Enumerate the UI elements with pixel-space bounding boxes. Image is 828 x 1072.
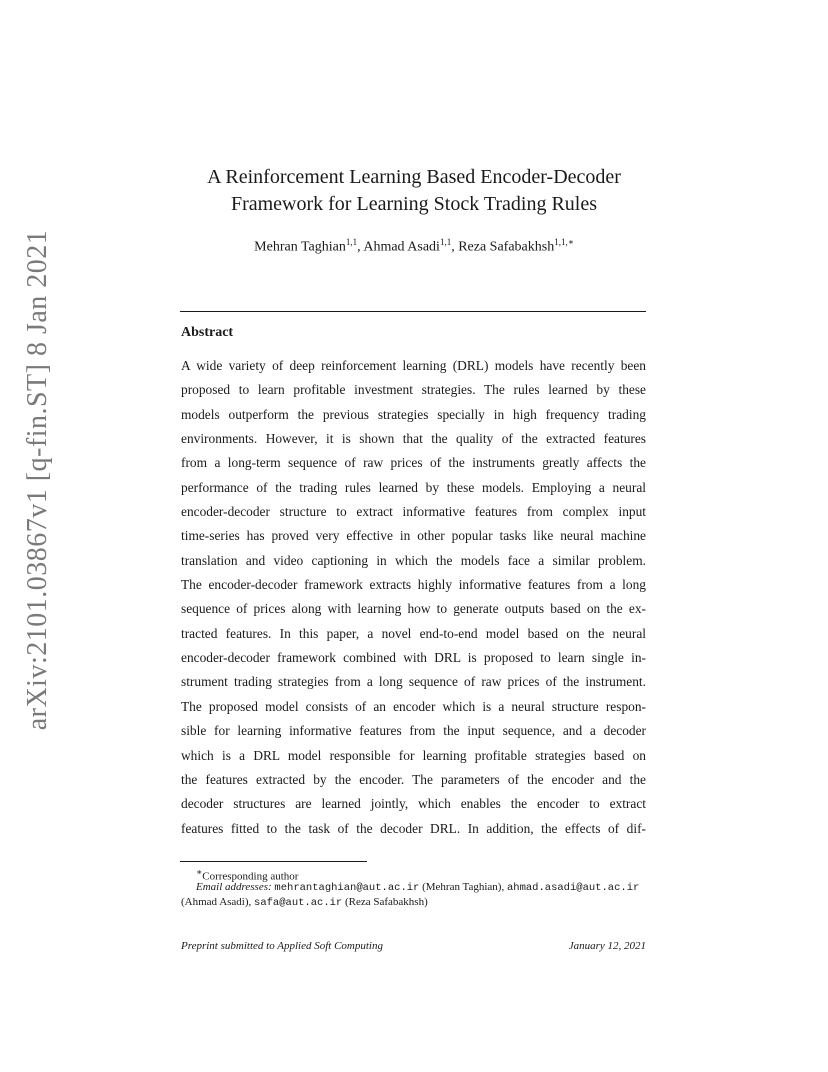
- page-footer: [181, 940, 646, 952]
- paper-title: [150, 164, 678, 218]
- abstract-line: encoder-decoder structure to extract informative features from complex input: [181, 504, 646, 520]
- abstract-line: encoder-decoder framework combined with DRL is proposed to learn single in-: [181, 650, 646, 666]
- abstract-line: translation and video captioning in which the models face a similar problem.: [181, 552, 646, 568]
- author-affiliation: 1,1,∗: [554, 237, 574, 247]
- abstract-line: tracted features. In this paper, a novel end-to-end model based on the neural: [181, 625, 646, 641]
- email-label: Email addresses:: [196, 881, 272, 893]
- abstract-line: decoder structures are learned jointly, which enables the encoder to extract: [181, 796, 646, 812]
- abstract-line: the features extracted by the encoder. The parameters of the encoder and the: [181, 771, 646, 787]
- email-owner: (Mehran Taghian),: [422, 881, 505, 893]
- email-link-safabakhsh[interactable]: safa@aut.ac.ir: [254, 897, 343, 909]
- author-name: Ahmad Asadi: [363, 239, 440, 255]
- author-name: Reza Safabakhsh: [458, 239, 555, 255]
- abstract-line: which is a DRL model responsible for learning profitable strategies based on: [181, 747, 646, 763]
- author-name: Mehran Taghian: [254, 239, 346, 255]
- footnote-marker: ∗: [196, 867, 203, 877]
- abstract-line: performance of the trading rules learned by these models. Employing a neural: [181, 479, 646, 495]
- abstract-line: proposed to learn profitable investment strategies. The rules learned by these: [181, 382, 646, 398]
- author-separator: ,: [357, 239, 364, 255]
- author-list: [150, 233, 678, 257]
- footer-preprint-note: Preprint submitted to Applied Soft Computing: [181, 940, 383, 952]
- author-separator: ,: [451, 239, 459, 255]
- author-affiliation: 1,1: [439, 237, 452, 247]
- abstract-line: from a long-term sequence of raw prices of the instruments greatly affects the: [181, 455, 646, 471]
- abstract-line: The proposed model consists of an encoder which is a neural structure respon-: [181, 698, 646, 714]
- abstract-line: models outperform the previous strategies specially in high frequency trading: [181, 406, 646, 422]
- arxiv-identifier-stamp: arXiv:2101.03867v1 [q-fin.ST] 8 Jan 2021: [22, 229, 53, 731]
- email-owner: (Ahmad Asadi),: [181, 896, 252, 908]
- abstract-line: A wide variety of deep reinforcement learning (DRL) models have recently been: [181, 358, 646, 373]
- abstract-line: time-series has proved very effective in other popular tasks like neural machine: [181, 528, 646, 544]
- footnote: [181, 865, 646, 910]
- abstract-body: [181, 354, 646, 841]
- paper-title-line-2: Framework for Learning Stock Trading Rules: [230, 193, 598, 215]
- abstract-line: sible for learning informative features from the input sequence, and a decoder: [181, 723, 646, 739]
- abstract-line: features fitted to the task of the decoder DRL. In addition, the effects of dif-: [181, 820, 646, 836]
- abstract-line: sequence of prices along with learning how to generate outputs based on the ex-: [181, 601, 646, 617]
- email-owner: (Reza Safabakhsh): [344, 896, 428, 908]
- email-link-taghian[interactable]: mehrantaghian@aut.ac.ir: [274, 882, 420, 894]
- abstract-line: environments. However, it is shown that the quality of the extracted features: [181, 431, 646, 447]
- email-link-asadi[interactable]: ahmad.asadi@aut.ac.ir: [506, 882, 640, 894]
- footnote-corresponding-text: Corresponding author: [202, 870, 299, 883]
- abstract-heading: Abstract: [181, 325, 234, 340]
- abstract-line: strument trading strategies from a long sequence of raw prices of the instrument.: [181, 674, 646, 690]
- footer-date: January 12, 2021: [568, 940, 646, 952]
- footnote-emails-continued: [181, 895, 646, 910]
- paper-title-line-1: A Reinforcement Learning Based Encoder-Decoder: [207, 166, 621, 188]
- footnote-corresponding: [181, 865, 646, 883]
- author-affiliation: 1,1: [345, 237, 358, 247]
- footnote-rule: [180, 861, 367, 862]
- abstract-top-rule: [180, 311, 646, 312]
- abstract-line: The encoder-decoder framework extracts highly informative features from a long: [181, 577, 646, 593]
- footnote-emails: [181, 880, 646, 895]
